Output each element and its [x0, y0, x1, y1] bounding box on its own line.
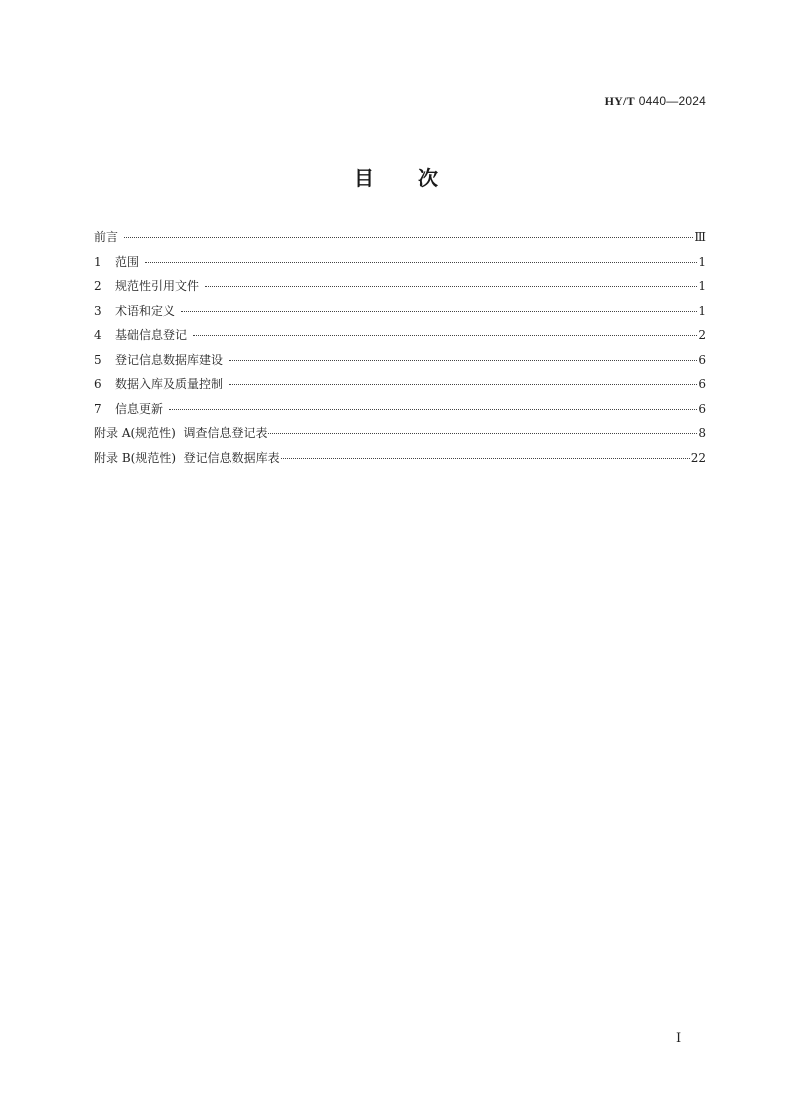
table-of-contents: [94, 228, 706, 473]
toc-leader-dots: [268, 433, 697, 434]
toc-leader-dots: [229, 384, 697, 385]
toc-leader-dots: [169, 409, 697, 410]
page-title: 目次: [354, 166, 482, 190]
toc-entry-appendix-a[interactable]: [94, 424, 706, 449]
toc-entry-database-construction[interactable]: [94, 351, 706, 376]
toc-leader-dots: [281, 458, 690, 459]
toc-entry-page: 1: [698, 279, 706, 293]
toc-entry-label: 附录 A(规范性) 调查信息登记表: [94, 426, 268, 440]
toc-entry-data-quality-control[interactable]: [94, 375, 706, 400]
toc-entry-page: 1: [698, 303, 706, 318]
toc-entry-page: 6: [698, 401, 706, 416]
toc-leader-dots: [205, 286, 697, 287]
toc-entry-label: 前言: [94, 230, 119, 244]
toc-entry-info-update[interactable]: [94, 400, 706, 425]
toc-entry-number: 6: [94, 377, 102, 391]
toc-entry-number: 4: [94, 328, 102, 342]
standard-code-prefix: HY/T: [604, 94, 635, 108]
toc-entry-number: 2: [94, 279, 102, 293]
toc-entry-label: 3 术语和定义: [94, 303, 176, 318]
toc-entry-label: 1 范围: [94, 254, 140, 269]
standard-code-number: 0440—2024: [638, 94, 706, 108]
toc-entry-terms-definitions[interactable]: [94, 302, 706, 327]
toc-entry-number: 3: [94, 303, 102, 318]
toc-entry-page: 6: [698, 352, 706, 367]
toc-leader-dots: [193, 335, 697, 336]
toc-entry-page: 8: [698, 426, 706, 440]
toc-entry-page: 6: [698, 377, 706, 391]
toc-entry-number: 7: [94, 401, 102, 416]
standard-code: [605, 94, 706, 109]
toc-entry-label: 4 基础信息登记: [94, 328, 188, 342]
toc-entry-number: 5: [94, 352, 102, 367]
toc-entry-page: Ⅲ: [694, 230, 706, 244]
toc-entry-page: 1: [698, 254, 706, 269]
toc-entry-label: 7 信息更新: [94, 401, 164, 416]
toc-entry-foreword[interactable]: [94, 228, 706, 253]
toc-entry-appendix-b[interactable]: [94, 449, 706, 474]
toc-leader-dots: [124, 237, 693, 238]
toc-entry-number: 1: [94, 254, 102, 269]
toc-entry-basic-info-registration[interactable]: [94, 326, 706, 351]
toc-entry-page: 2: [698, 328, 706, 342]
toc-entry-label: 6 数据入库及质量控制: [94, 377, 224, 391]
page-number: I: [676, 1031, 682, 1046]
toc-entry-page: 22: [690, 450, 706, 465]
toc-leader-dots: [229, 360, 697, 361]
toc-entry-label: 附录 B(规范性) 登记信息数据库表: [94, 450, 280, 465]
toc-entry-normative-references[interactable]: [94, 277, 706, 302]
toc-leader-dots: [145, 262, 697, 263]
toc-entry-label: 2 规范性引用文件: [94, 279, 200, 293]
toc-leader-dots: [181, 311, 697, 312]
toc-entry-scope[interactable]: [94, 253, 706, 278]
toc-entry-label: 5 登记信息数据库建设: [94, 352, 224, 367]
